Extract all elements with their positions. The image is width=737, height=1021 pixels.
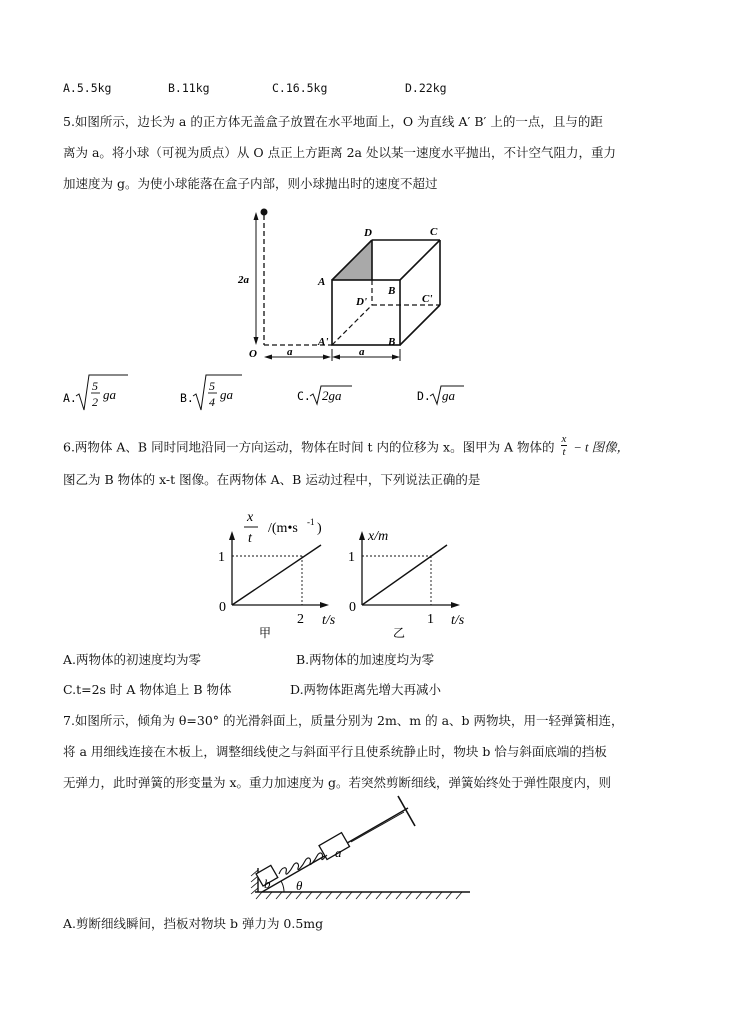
q7-stem-line2: 将 a 用细线连接在木板上，调整细线使之与斜面平行且使系统静止时，物块 b 恰与斜面底端的挡板 (63, 744, 607, 759)
q4-option-d: D.22kg (405, 81, 447, 95)
spring (279, 853, 327, 874)
graph-a-y-tick: 1 (218, 550, 225, 565)
label-D: D (364, 227, 372, 239)
label-a-block: a (335, 845, 342, 860)
graph-b-origin: 0 (349, 600, 356, 615)
q6-stem-line1-post: − t 图像， (573, 440, 630, 455)
q6-frac-num: x (561, 433, 567, 445)
graph-a-x-tick: 2 (297, 612, 304, 627)
q5-option-b-num: 5 (209, 379, 215, 393)
q5-option-d-label: D. (417, 389, 431, 403)
graph-b-x-axis: t/s (451, 613, 465, 628)
q5-option-a-num: 5 (92, 379, 98, 393)
q5-option-d-expr: ga (442, 388, 455, 403)
label-a-right: a (359, 346, 365, 358)
q6-option-a: A.两物体的初速度均为零 (63, 652, 202, 667)
q5-option-a-label: A. (63, 391, 77, 405)
label-D-prime: D' (356, 296, 367, 308)
q6-stem-line2: 图乙为 B 物体的 x-t 图像。在两物体 A、B 运动过程中，下列说法正确的是 (63, 472, 481, 487)
graph-a-x-axis: t/s (322, 613, 336, 628)
graph-b-y-tick: 1 (348, 550, 355, 565)
q6-stem-line1-pre: 6.两物体 A、B 同时同地沿同一方向运动，物体在时间 t 内的位移为 x。图甲为 A 物体的 (63, 439, 555, 455)
q5-option-c-label: C. (297, 389, 311, 403)
label-O: O (249, 348, 257, 360)
label-B: B (388, 285, 396, 297)
label-theta: θ (296, 878, 303, 893)
q5-stem-line2: 离为 a。将小球（可视为质点）从 O 点正上方距离 2a 处以某一速度水平抛出，不计空气阻力，重力 (63, 145, 616, 160)
graph-a-y-unit-close: ) (317, 521, 322, 536)
q5-option-c-expr: 2ga (322, 388, 342, 403)
q6-option-d: D.两物体距离先增大再减小 (290, 682, 442, 697)
label-2a: 2a (238, 274, 249, 286)
q7-stem-line1: 7.如图所示，倾角为 θ=30° 的光滑斜面上，质量分别为 2m、m 的 a、b 两物块，用一轻弹簧相连， (63, 713, 624, 728)
q5-option-a-den: 2 (92, 395, 98, 409)
q4-option-b: B.11kg (168, 81, 210, 95)
label-b-block: b (264, 876, 271, 891)
q5-option-a-tail: ga (103, 387, 116, 402)
q5-option-b-label: B. (180, 391, 194, 405)
label-B-bottom: B (388, 336, 396, 348)
q5-stem-line1: 5.如图所示，边长为 a 的正方体无盖盒子放置在水平地面上，O 为直线 A′ B′ 上的一点，且与的距 (63, 114, 603, 129)
graph-b-x-tick: 1 (427, 612, 434, 627)
graph-b-y-axis: x/m (368, 529, 389, 544)
q7-option-a: A.剪断细线瞬间，挡板对物块 b 弹力为 0.5mg (63, 916, 324, 931)
graph-a-origin: 0 (219, 600, 226, 615)
graph-a-y-num: x (247, 510, 254, 525)
graph-a-y-den: t (248, 531, 252, 546)
q6-frac-den: t (562, 446, 566, 458)
label-C: C (430, 226, 438, 238)
q4-option-a: A.5.5kg (63, 81, 112, 95)
q4-option-c: C.16.5kg (272, 81, 328, 95)
label-A: A (318, 276, 326, 288)
q6-option-c: C.t=2s 时 A 物体追上 B 物体 (63, 682, 232, 697)
q5-stem-line3: 加速度为 g。为使小球能落在盒子内部，则小球抛出时的速度不超过 (63, 176, 438, 191)
q7-stem-line3: 无弹力，此时弹簧的形变量为 x。重力加速度为 g。若突然剪断细线，弹簧始终处于弹性限度内，则 (63, 775, 611, 790)
label-C-prime: C' (422, 293, 433, 305)
q5-option-b-tail: ga (220, 387, 233, 402)
graph-b-caption: 乙 (393, 626, 406, 640)
label-a-left: a (287, 346, 293, 358)
graph-a-y-unit-exp: -1 (307, 517, 315, 527)
label-A-prime: A' (318, 336, 329, 348)
q6-option-b: B.两物体的加速度均为零 (296, 652, 435, 667)
q5-option-b-den: 4 (209, 395, 215, 409)
graph-a-y-unit: /(m•s (268, 521, 298, 536)
graph-a-caption: 甲 (259, 626, 272, 640)
